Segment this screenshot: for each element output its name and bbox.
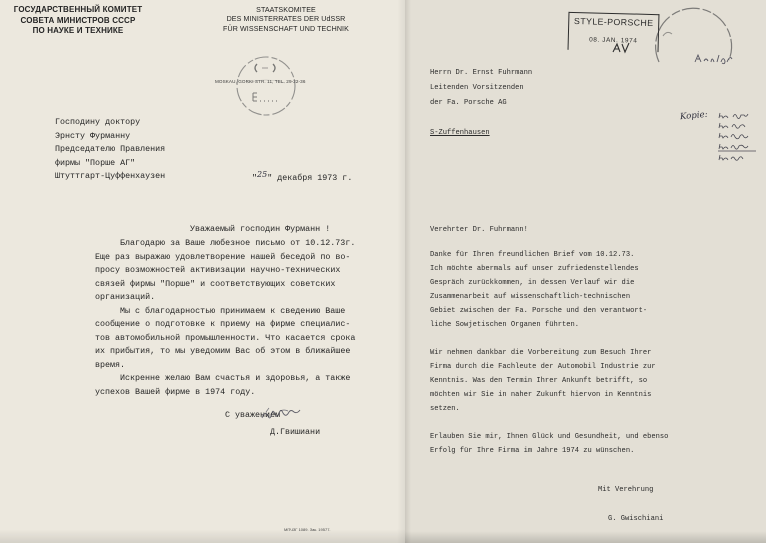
- org-header-de-line: STAATSKOMITEE: [256, 6, 316, 14]
- signatory-russian: Д.Гвишиани: [270, 427, 321, 437]
- body-line: möchten wir Sie in naher Zukunft hiervon in Kenntnis: [430, 391, 652, 399]
- body-line: Erlauben Sie mir, Ihnen Glück und Gesundheit, und ebenso: [430, 433, 669, 441]
- recipient-line: Председателю Правления: [55, 144, 166, 154]
- body-line: Kenntnis. Was den Termin Ihrer Ankunft betrifft, so: [430, 377, 648, 385]
- org-header-de-line: DES MINISTERRATES DER UdSSR: [226, 15, 346, 24]
- closing-russian: С уважением: [225, 410, 281, 420]
- recipient-line: Leitenden Vorsitzenden: [430, 84, 524, 92]
- body-russian: [95, 237, 355, 399]
- date-rest: " декабря 1973 г.: [267, 173, 353, 183]
- copy-distribution-scribbles: [717, 112, 763, 164]
- german-translation-page: [405, 0, 766, 543]
- body-line: Мы с благодарностью принимаем к сведению Ваше: [120, 305, 346, 316]
- recipient-city: S-Zuffenhausen: [430, 129, 490, 137]
- body-line: Gespräch zurückkommen, in dessen Verlauf wir die: [430, 279, 635, 287]
- body-german: [430, 248, 668, 472]
- org-address: MOSKAU, GORKI STR. 11, TEL. 29-22-36: [215, 79, 306, 84]
- body-line: Erfolg für Ihre Firma im Jahre 1974 zu wünschen.: [430, 447, 635, 455]
- body-line: Gebiet zwischen der Fa. Porsche und den verantwort-: [430, 307, 648, 315]
- body-line: организаций.: [95, 292, 156, 302]
- org-header-russian: [4, 5, 152, 37]
- body-line: setzen.: [430, 405, 460, 413]
- recipient-line: Herrn Dr. Ernst Fuhrmann: [430, 69, 533, 77]
- org-header-ru-line: ПО НАУКЕ И ТЕХНИКЕ: [32, 26, 124, 35]
- paragraph: [430, 430, 668, 458]
- stamp-initials-scribble: [611, 41, 635, 55]
- body-line: Еще раз выражаю удовлетворение нашей беседой по во-: [95, 251, 351, 262]
- recipient-line: Эрнсту Фурманну: [55, 130, 131, 141]
- body-line: Ich möchte abermals auf unser zufriedenstellendes: [430, 265, 639, 273]
- body-line: просу возможностей активизации научно-технических: [95, 265, 341, 275]
- body-line: сообщение о подготовке к приему на фирме специалис-: [95, 319, 351, 329]
- body-line: тов автомобильной промышленности. Что касается срока: [95, 332, 356, 343]
- body-line: успехов Вашей фирме в 1974 году.: [95, 386, 256, 397]
- recipient-line: der Fa. Porsche AG: [430, 99, 507, 107]
- letter-date: [252, 171, 352, 186]
- body-line: Zusammenarbeit auf wissenschaftlich-technischen: [430, 293, 631, 301]
- body-line: Благодарю за Ваше любезное письмо от 10.12.73г.: [120, 238, 356, 248]
- body-line: liche Sowjetischen Organen führten.: [430, 321, 579, 329]
- signatory-german: G. Gwischiani: [608, 515, 664, 523]
- body-line: Firma durch die Fachleute der Automobil Industrie zur: [430, 363, 656, 371]
- recipient-line: Штуттгарт-Цуффенхаузен: [55, 171, 166, 181]
- date-day-handwritten: 25: [257, 170, 268, 179]
- recipient-line: фирмы "Порше АГ": [55, 157, 136, 168]
- round-postmark-icon: [233, 53, 299, 119]
- closing-german: Mit Verehrung: [598, 486, 654, 494]
- handwritten-signature: [258, 404, 308, 426]
- paragraph: [430, 248, 668, 332]
- recipient-line: Господину доктору: [55, 117, 141, 127]
- body-line: время.: [95, 359, 126, 370]
- body-line: Wir nehmen dankbar die Vorbereitung zum Besuch Ihrer: [430, 349, 652, 357]
- org-header-german: [206, 6, 366, 34]
- org-header-ru-line: СОВЕТА МИНИСТРОВ СССР: [20, 15, 136, 25]
- receipt-stamp-title: STYLE-PORSCHE: [573, 15, 654, 29]
- salutation-russian: Уважаемый господин Фурманн !: [190, 224, 331, 234]
- org-header-ru-line: ГОСУДАРСТВЕННЫЙ КОМИТЕТ: [13, 5, 143, 14]
- salutation-german: Verehrter Dr. Fuhrmann!: [430, 226, 528, 234]
- body-line: их прибытия, то мы уведомим Вас об этом в ближайшее: [95, 346, 351, 356]
- body-line: связей фирмы "Порше" и соответствующих советских: [95, 278, 336, 289]
- receipt-stamp-date: 08. JAN. 1974: [589, 36, 638, 45]
- recipient-block-german: [430, 66, 532, 111]
- date-open-quote: ": [252, 173, 258, 183]
- round-postmark-icon: [645, 2, 745, 92]
- body-line: Искренне желаю Вам счастья и здоровья, а также: [120, 373, 351, 383]
- body-line: Danke für Ihren freundlichen Brief vom 10.12.73.: [430, 251, 635, 259]
- copy-note-label: Kopie:: [679, 109, 708, 123]
- paragraph: [430, 346, 668, 416]
- recipient-block-russian: [55, 116, 165, 184]
- org-header-de-line: FÜR WISSENSCHAFT UND TECHNIK: [223, 24, 349, 33]
- printer-mark: МПЧЗГ 1089. Зак. 19577.: [284, 527, 331, 532]
